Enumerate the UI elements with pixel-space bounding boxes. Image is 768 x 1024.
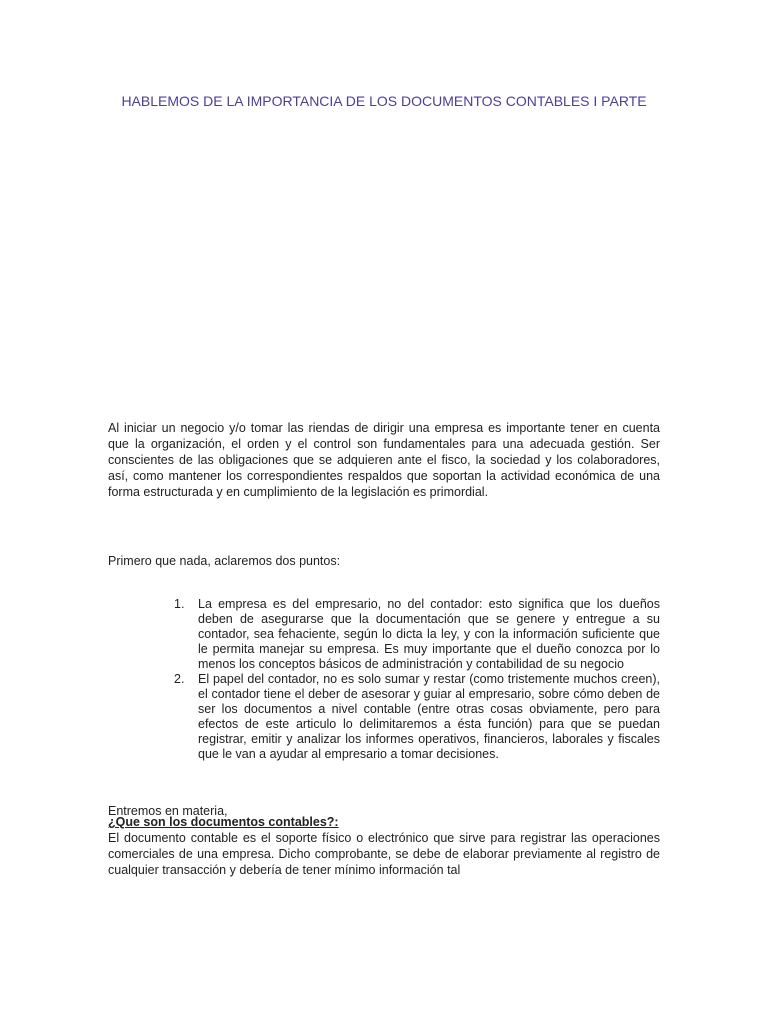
list-item <box>108 672 660 762</box>
intro-paragraph: Al iniciar un negocio y/o tomar las riendas de dirigir una empresa es importante tener en cuenta que la organización, el orden y el control son fundamentales para una adecuada gestión. Ser conscientes de las obligaciones que se adquieren ante el fisco, la sociedad y los colaboradores, así, como mantener los correspondientes respaldos que soportan la actividad económica de una forma estructurada y en cumplimiento de la legislación es primordial. <box>108 421 660 499</box>
list-item-text: El papel del contador, no es solo sumar y restar (como tristemente muchos creen), el contador tiene el deber de asesorar y guiar al empresario, sobre cómo deben de ser los documentos a nivel contable (entre otras cosas obviamente, pero para efectos de este articulo lo delimitaremos a ésta función) para que se puedan registrar, emitir y analizar los informes operativos, financieros, laborales y fiscales que le van a ayudar al empresario a tomar decisiones. <box>198 672 660 761</box>
list-item-number: 2. <box>174 672 185 686</box>
transition-paragraph: Entremos en materia, <box>108 804 228 818</box>
document-title: HABLEMOS DE LA IMPORTANCIA DE LOS DOCUMENTOS CONTABLES I PARTE <box>121 93 647 109</box>
points-list <box>108 597 660 762</box>
section-paragraph: El documento contable es el soporte físico o electrónico que sirve para registrar las operaciones comerciales de una empresa. Dicho comprobante, se debe de elaborar previamente al registro de cualquier transacción y debería de tener mínimo información tal <box>108 831 660 877</box>
lead-paragraph: Primero que nada, aclaremos dos puntos: <box>108 554 341 568</box>
list-item-number: 1. <box>174 597 185 611</box>
list-item <box>108 597 660 672</box>
section-heading: ¿Que son los documentos contables?: <box>108 815 339 829</box>
list-item-text: La empresa es del empresario, no del contador: esto significa que los dueños deben de asegurarse que la documentación que se genere y entregue a su contador, sea fehaciente, según lo dicta la ley, y con la información suficiente que le permita manejar su empresa. Es muy importante que el dueño conozca por lo menos los conceptos básicos de administración y contabilidad de su negocio <box>198 597 660 671</box>
